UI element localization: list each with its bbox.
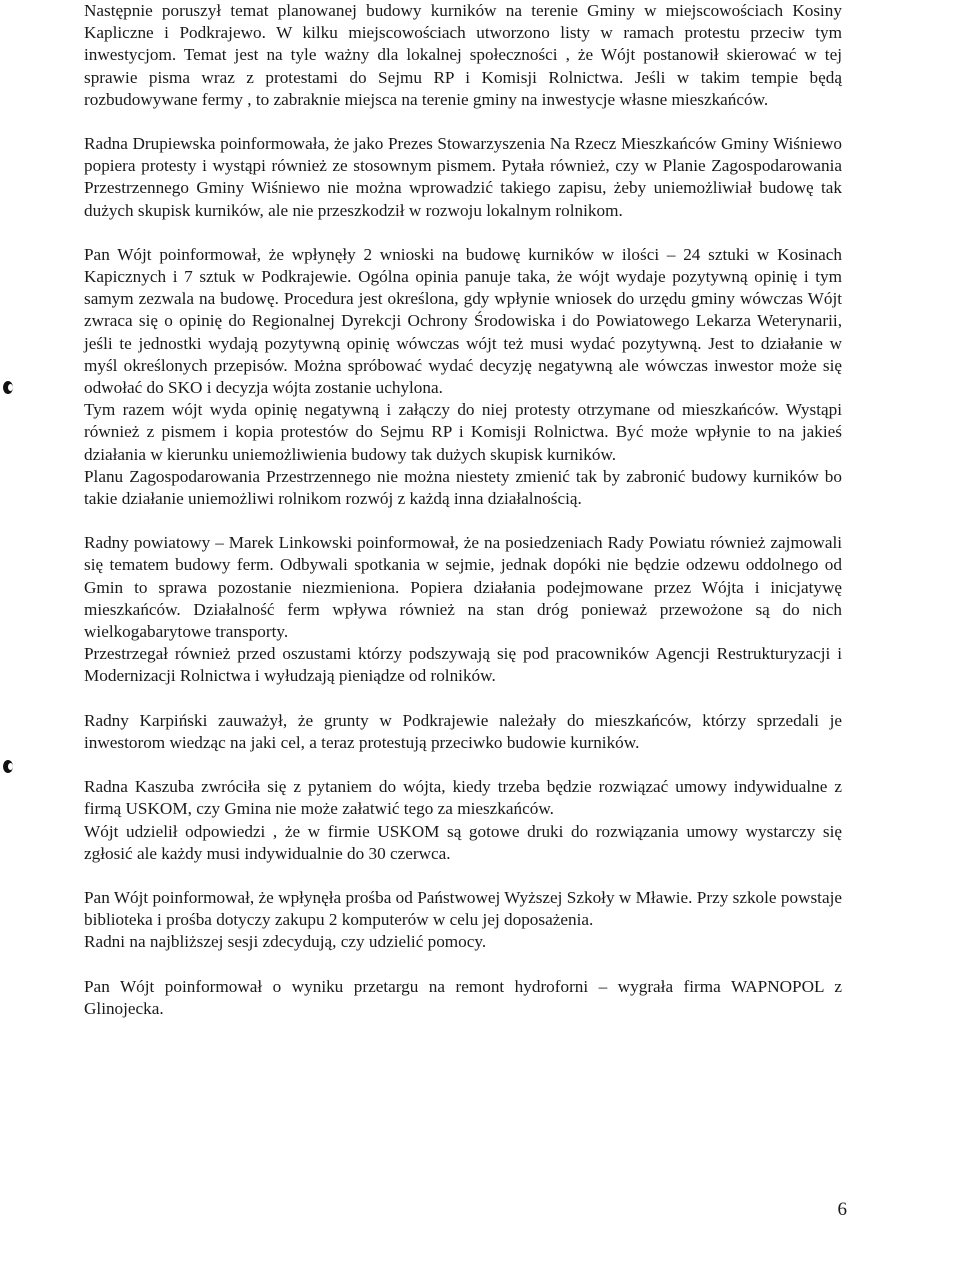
paragraph-10: Wójt udzielił odpowiedzi , że w firmie USKOM są gotowe druki do rozwiązania umowy wystarczy się zgłosić ale każdy musi indywidualnie do 30 czerwca. xyxy=(84,821,842,863)
paragraph-1: Następnie poruszył temat planowanej budowy kurników na terenie Gminy w miejscowościach Kosiny Kapliczne i Podkrajewo. W kilku miejscowościach utworzono listy w ramach protestu przeciw tym inwestycjom. Temat jest na tyle ważny dla lokalnej społeczności , że Wójt postanowił skierować w tej sprawie pisma wraz z protestami do Sejmu RP i Komisji Rolnictwa. Jeśli w takim tempie będą rozbudowywane fermy , to zabraknie miejsca na terenie gminy na inwestycje własne mieszkańców. xyxy=(84,1,842,109)
binder-hole-top xyxy=(3,381,13,394)
paragraph-12: Radni na najbliższej sesji zdecydują, czy udzielić pomocy. xyxy=(84,932,487,952)
paragraph-2: Radna Drupiewska poinformowała, że jako Prezes Stowarzyszenia Na Rzecz Mieszkańców Gminy Wiśniewo popiera protesty i wystąpi również ze stosownym pismem. Pytała również, czy w Planie Zagospodarowania Przestrzennego Gminy Wiśniewo nie można wprowadzić takiego zapisu, żeby uniemożliwiał budowę tak dużych skupisk kurników, ale nie przeszkodził w rozwoju lokalnym rolnikom. xyxy=(84,134,842,220)
paragraph-7: Przestrzegał również przed oszustami którzy podszywają się pod pracowników Agencji Restrukturyzacji i Modernizacji Rolnictwa i wyłudzają pieniądze od rolników. xyxy=(84,644,842,686)
paragraph-6: Radny powiatowy – Marek Linkowski poinformował, że na posiedzeniach Rady Powiatu również zajmowali się tematem budowy ferm. Odbywali spotkania w sejmie, jednak dopóki nie będzie odzewu oddolnego od Gmin to sprawa pozostanie niezmieniona. Popiera działania podejmowane przez Wójta i inicjatywę mieszkańców. Działalność ferm wpływa również na stan dróg ponieważ przewożone są do nich wielkogabarytowe transporty. xyxy=(84,533,842,642)
page-number: 6 xyxy=(837,1199,847,1220)
paragraph-3: Pan Wójt poinformował, że wpłynęły 2 wnioski na budowę kurników w ilości – 24 sztuki w Kosinach Kapicznych i 7 sztuk w Podkrajewie. Ogólna opinia panuje taka, że wójt wydaje pozytywną opinię i tym samym zezwala na budowę. Procedura jest określona, gdy wpłynie wniosek do urzędu gminy wówczas Wójt zwraca się o opinię do Regionalnej Dyrekcji Ochrony Środowiska i do Powiatowego Lekarza Weterynarii, jeśli te jednostki wydają pozytywną opinię wówczas wójt też musi wydać pozytywną. Jest to działanie w myśl określonych przepisów. Można spróbować wydać decyzję negatywną ale wówczas inwestor może się odwołać do SKO i decyzja wójta zostanie uchylona. xyxy=(84,244,842,398)
paragraph-8: Radny Karpiński zauważył, że grunty w Podkrajewie należały do mieszkańców, którzy sprzedali je inwestorom wiedząc na jaki cel, a teraz protestują przeciwko budowie kurników. xyxy=(84,710,842,752)
binder-hole-bottom xyxy=(3,760,13,773)
paragraph-11: Pan Wójt poinformował, że wpłynęła prośba od Państwowej Wyższej Szkoły w Mławie. Przy szkole powstaje biblioteka i prośba dotyczy zakupu 2 komputerów w celu jej doposażenia. xyxy=(84,887,842,930)
paragraph-13: Pan Wójt poinformował o wyniku przetargu na remont hydroforni – wygrała firma WAPNOPOL z Glinojecka. xyxy=(84,976,842,1018)
paragraph-9: Radna Kaszuba zwróciła się z pytaniem do wójta, kiedy trzeba będzie rozwiązać umowy indywidualne z firmą USKOM, czy Gmina nie może załatwić tego za mieszkańców. xyxy=(84,777,842,819)
paragraph-5: Planu Zagospodarowania Przestrzennego nie można niestety zmienić tak by zabronić budowy kurników bo takie działanie uniemożliwi rolnikom rozwój z każdą inna działalnością. xyxy=(84,466,842,509)
paragraph-4: Tym razem wójt wyda opinię negatywną i załączy do niej protesty otrzymane od mieszkańców. Wystąpi również z pismem i kopia protestów do Sejmu RP i Komisji Rolnictwa. Być może wpłynie to na jakieś działania w kierunku uniemożliwienia budowy tak dużych skupisk kurników. xyxy=(84,400,842,464)
document-body xyxy=(84,0,842,1020)
